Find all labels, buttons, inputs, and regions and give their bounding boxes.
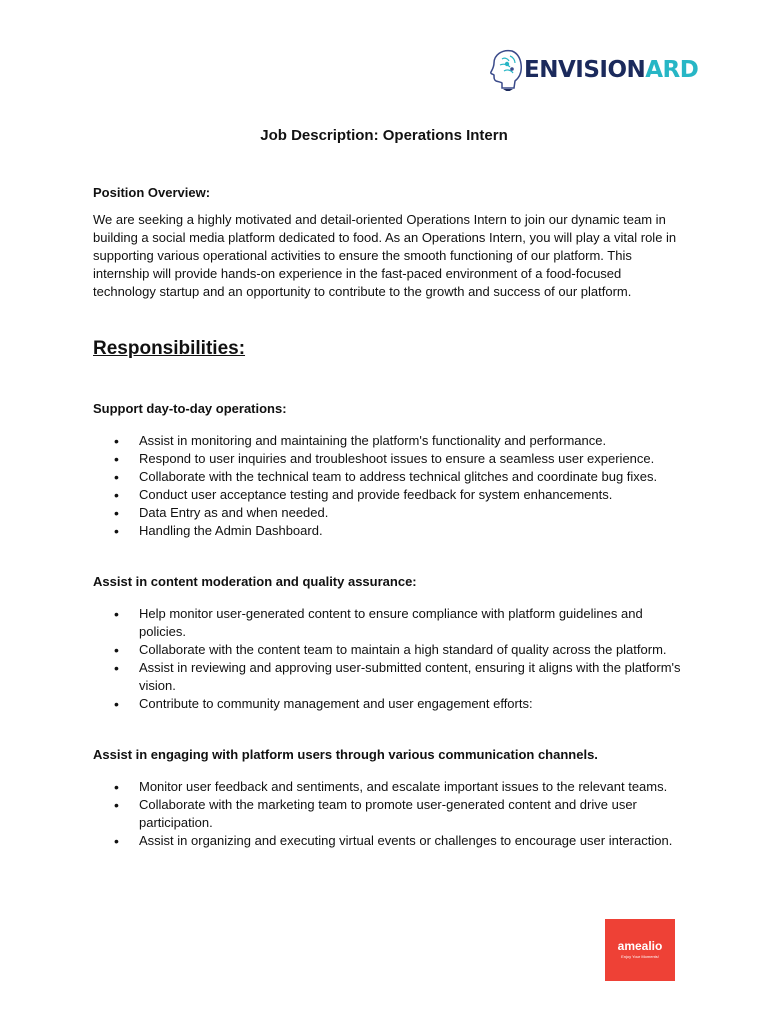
- amealio-tagline: Enjoy Your Moments!: [621, 954, 659, 959]
- amealio-wordmark: amealio: [617, 939, 663, 953]
- responsibilities-heading: Responsibilities:: [93, 338, 246, 359]
- logo-wordmark: [524, 57, 698, 83]
- list-item: • Conduct user acceptance testing and provide feedback for system enhancements.: [93, 486, 683, 504]
- section-heading: Support day-to-day operations:: [93, 401, 287, 416]
- list-item: • Help monitor user-generated content to ensure compliance with platform guidelines and policies.: [93, 605, 683, 641]
- list-item: • Collaborate with the technical team to address technical glitches and coordinate bug fixes.: [93, 468, 683, 486]
- section-heading: Assist in content moderation and quality assurance:: [93, 574, 417, 589]
- overview-text: We are seeking a highly motivated and detail-oriented Operations Intern to join our dynamic team in building a social media platform dedicated to food. As an Operations Intern, you will play a vital role in supporting various operational activities to ensure the smooth functioning of our platform. This internship will provide hands-on experience in the fast-paced environment of a food-focused technology startup and an opportunity to contribute to the growth and success of our platform.: [93, 212, 677, 299]
- section-day-to-day: [93, 401, 683, 540]
- bullet-list: [93, 778, 683, 850]
- overview-heading: Position Overview:: [93, 185, 211, 200]
- list-item: • Assist in organizing and executing virtual events or challenges to encourage user interaction.: [93, 832, 683, 850]
- section-content-moderation: [93, 574, 683, 713]
- bullet-list: [93, 432, 683, 540]
- list-item: • Collaborate with the content team to maintain a high standard of quality across the platform.: [93, 641, 683, 659]
- section-user-engagement: [93, 747, 683, 850]
- bullet-list: [93, 605, 683, 713]
- page-title: Job Description: Operations Intern: [260, 127, 508, 144]
- list-item: • Assist in reviewing and approving user-submitted content, ensuring it aligns with the platform's vision.: [93, 659, 683, 695]
- amealio-logo: [605, 919, 675, 981]
- envisionard-logo: [490, 44, 699, 94]
- list-item: • Collaborate with the marketing team to promote user-generated content and drive user participation.: [93, 796, 683, 832]
- list-item: • Assist in monitoring and maintaining the platform's functionality and performance.: [93, 432, 683, 450]
- brain-head-icon: [490, 47, 524, 91]
- section-heading: Assist in engaging with platform users through various communication channels.: [93, 747, 598, 762]
- list-item: • Data Entry as and when needed.: [93, 504, 683, 522]
- logo-text-envision: ENVISION: [524, 57, 646, 83]
- list-item: • Respond to user inquiries and troubleshoot issues to ensure a seamless user experience.: [93, 450, 683, 468]
- list-item: • Handling the Admin Dashboard.: [93, 522, 683, 540]
- list-item: • Contribute to community management and user engagement efforts:: [93, 695, 683, 713]
- logo-text-ard: ARD: [645, 57, 699, 83]
- list-item: • Monitor user feedback and sentiments, and escalate important issues to the relevant teams.: [93, 778, 683, 796]
